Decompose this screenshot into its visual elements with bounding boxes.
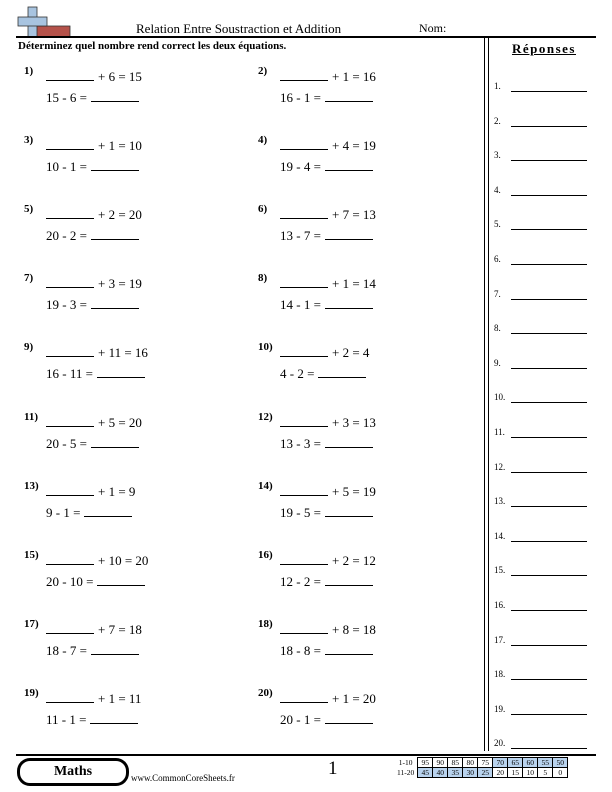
addition-equation [46, 68, 142, 85]
subtraction-text: 14 - 1 = [280, 297, 321, 313]
problem-item [258, 134, 478, 184]
problem-number: 5) [24, 203, 34, 216]
answer-number: 19. [494, 703, 506, 714]
answer-row [494, 633, 594, 647]
score-range-label: 11-20 [397, 768, 415, 777]
subtraction-text: 19 - 5 = [280, 504, 321, 520]
answer-line[interactable] [511, 575, 587, 576]
addition-text: + 1 = 9 [98, 483, 136, 499]
problem-item [24, 341, 244, 391]
answer-blank[interactable] [280, 414, 328, 427]
subtraction-text: 13 - 7 = [280, 228, 321, 244]
problem-item [258, 687, 478, 737]
score-cell: 90 [433, 758, 448, 768]
problem-item [24, 687, 244, 737]
subtraction-text: 18 - 7 = [46, 642, 87, 658]
answer-row [494, 287, 594, 301]
addition-text: + 4 = 19 [332, 138, 376, 154]
addition-equation [46, 621, 142, 638]
answer-blank[interactable] [325, 573, 373, 586]
answer-blank[interactable] [280, 621, 328, 634]
answer-blank[interactable] [280, 206, 328, 219]
answer-number: 3. [494, 150, 501, 161]
answer-number: 14. [494, 530, 506, 541]
answer-blank[interactable] [97, 573, 145, 586]
score-cell: 10 [523, 768, 538, 778]
subtraction-text: 10 - 1 = [46, 159, 87, 175]
addition-text: + 1 = 11 [98, 690, 142, 706]
score-cell: 80 [463, 758, 478, 768]
addition-text: + 7 = 13 [332, 207, 376, 223]
problem-item [24, 549, 244, 599]
answer-blank[interactable] [91, 89, 139, 102]
answer-row [494, 494, 594, 508]
score-cell: 40 [433, 768, 448, 778]
answer-blank[interactable] [46, 137, 94, 150]
problem-item [258, 272, 478, 322]
addition-text: + 3 = 13 [332, 414, 376, 430]
subtraction-equation [280, 89, 373, 106]
answer-line[interactable] [511, 229, 587, 230]
addition-text: + 6 = 15 [98, 69, 142, 84]
score-cell: 25 [478, 768, 493, 778]
answer-line[interactable] [511, 333, 587, 334]
worksheet-title: Relation Entre Soustraction et Addition [136, 21, 342, 36]
score-cell: 45 [418, 768, 433, 778]
subtraction-equation [46, 365, 145, 382]
score-cell: 30 [463, 768, 478, 778]
addition-equation [280, 137, 376, 154]
answer-blank[interactable] [325, 227, 373, 240]
addition-equation [280, 206, 376, 223]
plus-logo-icon [16, 6, 72, 38]
answer-blank[interactable] [325, 296, 373, 309]
page-number: 1 [328, 758, 338, 779]
addition-text: + 1 = 10 [98, 138, 142, 154]
subject-badge: Maths [19, 760, 127, 784]
answer-blank[interactable] [46, 621, 94, 634]
subtraction-equation [280, 365, 366, 382]
answer-blank[interactable] [46, 344, 94, 357]
answer-blank[interactable] [318, 365, 366, 378]
answer-blank[interactable] [91, 296, 139, 309]
problem-item [258, 411, 478, 461]
footer-rule [16, 754, 596, 756]
answer-line[interactable] [511, 299, 587, 300]
score-cell: 0 [553, 768, 568, 778]
score-cell: 65 [508, 758, 523, 768]
answer-blank[interactable] [280, 690, 328, 703]
answer-blank[interactable] [325, 711, 373, 724]
answer-row [494, 148, 594, 162]
answer-row [494, 321, 594, 335]
answer-blank[interactable] [280, 552, 328, 565]
addition-equation [280, 344, 369, 361]
answer-blank[interactable] [280, 483, 328, 496]
problem-item [24, 618, 244, 668]
answer-blank[interactable] [46, 690, 94, 703]
subtraction-equation [280, 435, 373, 452]
addition-equation [46, 137, 142, 154]
answer-row [494, 252, 594, 266]
subtraction-text: 13 - 3 = [280, 435, 321, 451]
answer-line[interactable] [511, 368, 587, 369]
answer-line[interactable] [511, 679, 587, 680]
problem-number: 1) [24, 65, 34, 77]
subtraction-text: 4 - 2 = [280, 366, 315, 382]
answer-line[interactable] [511, 91, 587, 92]
problem-number: 12) [258, 410, 273, 423]
subtraction-equation [280, 642, 373, 659]
score-cell: 5 [538, 768, 553, 778]
problem-item [258, 65, 478, 115]
answer-row [494, 563, 594, 577]
problem-item [258, 549, 478, 599]
addition-text: + 1 = 14 [332, 276, 376, 292]
answer-number: 16. [494, 600, 506, 610]
answer-row [494, 425, 594, 439]
answers-title: Réponses [511, 41, 576, 56]
problem-number: 6) [258, 203, 268, 216]
answer-number: 2. [494, 115, 501, 126]
answer-blank[interactable] [325, 89, 373, 102]
score-cell: 60 [523, 758, 538, 768]
subtraction-text: 20 - 2 = [46, 228, 87, 244]
answer-row [494, 702, 594, 716]
answer-row [494, 529, 594, 543]
answer-row [494, 356, 594, 370]
answer-blank[interactable] [280, 275, 328, 288]
answer-line[interactable] [511, 610, 587, 611]
addition-text: + 2 = 12 [332, 552, 376, 568]
score-row [395, 768, 568, 778]
problem-number: 4) [258, 134, 268, 147]
answer-row [494, 114, 594, 128]
addition-equation [46, 275, 142, 292]
answer-line[interactable] [511, 437, 587, 438]
answer-line[interactable] [511, 714, 587, 715]
subtraction-equation [280, 227, 373, 244]
subtraction-text: 11 - 1 = [46, 711, 87, 727]
problem-item [258, 341, 478, 391]
problem-item [24, 203, 244, 253]
problem-number: 11) [24, 410, 39, 423]
answer-number: 6. [494, 254, 501, 264]
addition-text: + 3 = 19 [98, 276, 142, 292]
problem-item [258, 480, 478, 530]
website-link[interactable]: www.CommonCoreSheets.fr [131, 773, 235, 783]
subtraction-equation [46, 573, 145, 590]
subtraction-equation [46, 435, 139, 452]
answer-row [494, 667, 594, 681]
problem-number: 2) [258, 65, 268, 77]
answer-row [494, 390, 594, 404]
problem-number: 7) [24, 272, 34, 285]
problem-number: 3) [24, 134, 34, 147]
answer-blank[interactable] [325, 158, 373, 171]
subtraction-text: 18 - 8 = [280, 642, 321, 658]
header-rule [16, 36, 596, 38]
answer-line[interactable] [511, 506, 587, 507]
addition-text: + 8 = 18 [332, 621, 376, 637]
answer-number: 1. [494, 81, 501, 91]
answer-line[interactable] [511, 126, 587, 127]
addition-text: + 5 = 20 [98, 414, 142, 430]
addition-equation [280, 68, 376, 85]
problem-number: 17) [24, 617, 39, 630]
subtraction-equation [46, 158, 139, 175]
answer-line[interactable] [511, 160, 587, 161]
addition-equation [46, 552, 148, 569]
subtraction-equation [280, 504, 373, 521]
answer-blank[interactable] [280, 137, 328, 150]
subtraction-text: 19 - 4 = [280, 159, 321, 175]
subtraction-equation [46, 711, 138, 728]
subtraction-equation [46, 227, 139, 244]
score-cell: 75 [478, 758, 493, 768]
answer-number: 12. [494, 461, 506, 472]
subtraction-equation [280, 158, 373, 175]
answer-number: 4. [494, 184, 501, 195]
addition-text: + 7 = 18 [98, 621, 142, 637]
problem-item [24, 134, 244, 184]
problem-number: 10) [258, 341, 273, 354]
problem-item [24, 480, 244, 530]
answer-blank[interactable] [46, 206, 94, 219]
name-label: Nom: [419, 21, 447, 35]
answer-line[interactable] [511, 645, 587, 646]
score-cell: 50 [553, 758, 568, 768]
problem-number: 16) [258, 548, 273, 561]
score-range-label: 1-10 [398, 758, 413, 767]
answer-blank[interactable] [84, 504, 132, 517]
answer-blank[interactable] [46, 275, 94, 288]
score-cell: 55 [538, 758, 553, 768]
subtraction-text: 20 - 10 = [46, 573, 94, 589]
addition-text: + 11 = 16 [98, 345, 148, 361]
answer-number: 15. [494, 565, 506, 576]
answer-row [494, 736, 594, 750]
addition-equation [280, 690, 376, 707]
answer-number: 5. [494, 219, 501, 230]
answer-line[interactable] [511, 748, 587, 749]
problem-item [258, 618, 478, 668]
answer-blank[interactable] [46, 552, 94, 565]
answer-row [494, 460, 594, 474]
answer-number: 7. [494, 288, 501, 299]
instructions: Déterminez quel nombre rend correct les deux équations. [18, 40, 287, 52]
answer-blank[interactable] [280, 344, 328, 357]
answer-blank[interactable] [97, 365, 145, 378]
answer-row [494, 79, 594, 93]
score-cell: 95 [418, 758, 433, 768]
answer-line[interactable] [511, 195, 587, 196]
answer-blank[interactable] [46, 414, 94, 427]
subtraction-equation [46, 296, 139, 313]
subtraction-text: 15 - 6 = [46, 90, 87, 105]
addition-equation [280, 414, 376, 431]
answer-number: 8. [494, 323, 501, 334]
problem-number: 20) [258, 686, 273, 699]
answer-blank[interactable] [280, 68, 328, 81]
answer-number: 10. [494, 392, 506, 403]
subtraction-text: 12 - 2 = [280, 573, 321, 589]
problem-number: 18) [258, 617, 273, 630]
problem-number: 19) [24, 686, 39, 699]
answer-blank[interactable] [91, 435, 139, 448]
answer-row [494, 183, 594, 197]
addition-equation [280, 621, 376, 638]
score-cell: 35 [448, 768, 463, 778]
addition-equation [280, 275, 376, 292]
score-cell: 70 [493, 758, 508, 768]
problem-item [24, 272, 244, 322]
addition-equation [280, 483, 376, 500]
answer-blank[interactable] [325, 504, 373, 517]
subtraction-text: 16 - 1 = [280, 90, 321, 105]
problem-number: 13) [24, 479, 39, 492]
score-cell: 20 [493, 768, 508, 778]
answer-line[interactable] [511, 472, 587, 473]
problem-item [24, 65, 244, 115]
answer-line[interactable] [511, 402, 587, 403]
subtraction-equation [46, 504, 132, 521]
addition-text: + 1 = 20 [332, 690, 376, 706]
subtraction-text: 16 - 11 = [46, 366, 93, 382]
answer-number: 18. [494, 669, 506, 680]
subtraction-equation [46, 642, 139, 659]
subtraction-equation [280, 711, 373, 728]
addition-equation [46, 206, 142, 223]
addition-text: + 2 = 4 [332, 345, 370, 361]
subtraction-text: 20 - 5 = [46, 435, 87, 451]
subtraction-text: 20 - 1 = [280, 711, 321, 727]
score-row [395, 758, 568, 768]
subtraction-text: 19 - 3 = [46, 297, 87, 313]
answer-blank[interactable] [46, 483, 94, 496]
addition-equation [280, 552, 376, 569]
problem-number: 15) [24, 548, 39, 561]
addition-equation [46, 483, 135, 500]
answer-number: 20. [494, 738, 506, 749]
score-table [395, 757, 568, 778]
answer-blank[interactable] [325, 642, 373, 655]
answer-number: 11. [494, 427, 505, 437]
addition-equation [46, 690, 141, 707]
score-cell: 15 [508, 768, 523, 778]
answer-blank[interactable] [91, 158, 139, 171]
answer-row [494, 217, 594, 231]
problem-item [24, 411, 244, 461]
subtraction-equation [280, 296, 373, 313]
addition-equation [46, 414, 142, 431]
answer-blank[interactable] [91, 227, 139, 240]
answer-line[interactable] [511, 541, 587, 542]
answer-row [494, 598, 594, 612]
score-cell: 85 [448, 758, 463, 768]
column-divider [484, 37, 489, 751]
answer-blank[interactable] [91, 642, 139, 655]
addition-text: + 1 = 16 [332, 69, 376, 84]
answer-blank[interactable] [90, 711, 138, 724]
subtraction-equation [46, 89, 139, 106]
answer-number: 13. [494, 496, 506, 507]
addition-text: + 10 = 20 [98, 552, 149, 568]
problem-number: 8) [258, 272, 268, 285]
problem-item [258, 203, 478, 253]
addition-text: + 2 = 20 [98, 207, 142, 223]
answer-number: 9. [494, 357, 501, 368]
answer-line[interactable] [511, 264, 587, 265]
subtraction-equation [280, 573, 373, 590]
answer-number: 17. [494, 634, 506, 645]
answer-blank[interactable] [46, 68, 94, 81]
problem-number: 14) [258, 479, 273, 492]
addition-text: + 5 = 19 [332, 483, 376, 499]
addition-equation [46, 344, 148, 361]
answer-blank[interactable] [325, 435, 373, 448]
problem-number: 9) [24, 341, 34, 354]
subtraction-text: 9 - 1 = [46, 504, 81, 520]
